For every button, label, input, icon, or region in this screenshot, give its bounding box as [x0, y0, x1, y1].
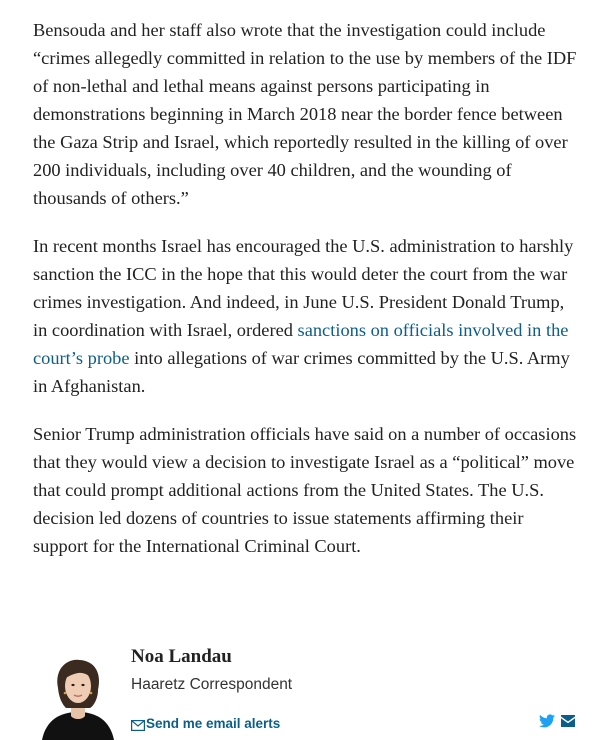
article-body — [33, 16, 578, 580]
article-paragraph — [33, 232, 578, 400]
email-alerts-label: Send me email alerts — [146, 716, 281, 731]
paragraph-text: In recent months Israel has encouraged the U.S. administration to harshly sanction the ICC in the hope that this would deter the court from the war crimes investigation. And indeed, in June U.S. President Donald Trump, in coordination with Israel, ordered — [33, 236, 574, 340]
mail-icon — [561, 715, 575, 727]
share-twitter-button[interactable] — [539, 714, 555, 733]
article-paragraph: Senior Trump administration officials have said on a number of occasions that they would view a decision to investigate Israel as a “political” move that could prompt additional actions from the United States. The U.S. decision led dozens of countries to issue statements affirming their support for the International Criminal Court. — [33, 424, 577, 556]
envelope-icon — [131, 720, 145, 731]
author-box — [0, 640, 606, 739]
author-name[interactable]: Noa Landau — [131, 646, 232, 667]
article-paragraph: Bensouda and her staff also wrote that the investigation could include “crimes allegedly committed in relation to the use by members of the IDF of non-lethal and lethal means against persons participating in demonstrations beginning in March 2018 near the border fence between the Gaza Strip and Israel, which reportedly resulted in the killing of over 200 individuals, including over 40 children, and the wounding of thousands of others.” — [33, 20, 577, 208]
author-avatar[interactable] — [38, 654, 118, 740]
author-role: Haaretz Correspondent — [131, 676, 293, 693]
twitter-icon — [539, 714, 555, 728]
share-email-button[interactable] — [561, 714, 575, 732]
email-alerts-link[interactable] — [131, 716, 280, 731]
paragraph-text: into allegations of war crimes committed by the U.S. Army in Afghanistan. — [33, 348, 570, 396]
sanctions-link[interactable]: sanctions on officials involved in the court’s probe — [33, 320, 569, 368]
